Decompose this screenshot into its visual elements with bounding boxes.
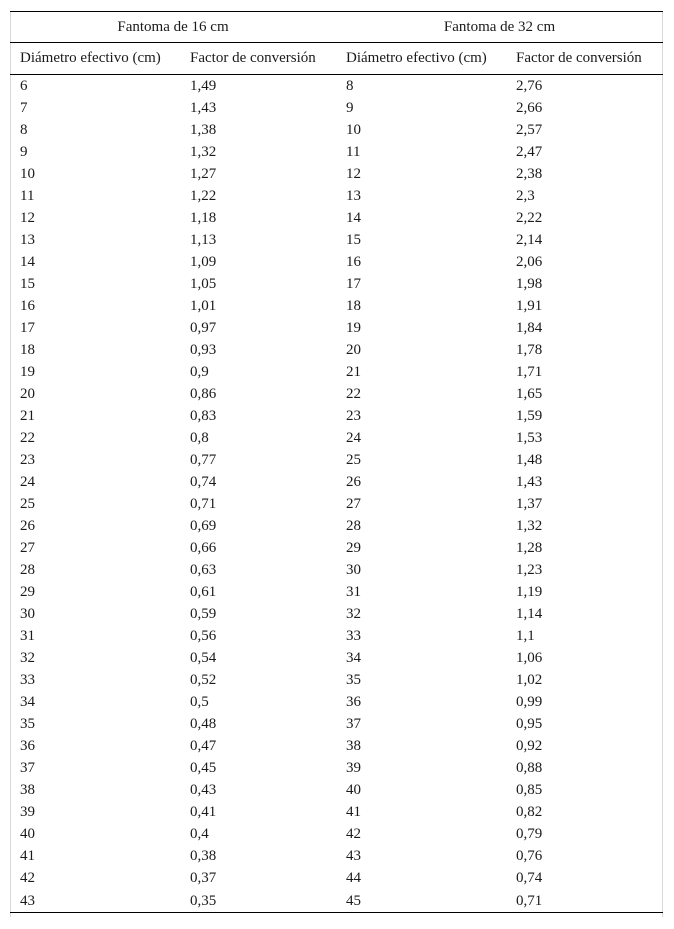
cell-right-factor: 2,38 xyxy=(516,166,543,182)
cell-left-factor: 1,09 xyxy=(190,254,217,270)
cell-right-factor: 0,82 xyxy=(516,804,543,820)
cell-left-factor: 0,69 xyxy=(190,518,217,534)
table-row xyxy=(10,251,663,273)
table-row xyxy=(10,273,663,295)
cell-left-factor: 0,86 xyxy=(190,386,217,402)
cell-right-factor: 2,14 xyxy=(516,232,543,248)
table-row xyxy=(10,185,663,207)
cell-right-diameter: 14 xyxy=(346,210,362,226)
cell-left-factor: 0,54 xyxy=(190,650,217,666)
cell-left-diameter: 21 xyxy=(20,408,35,424)
cell-left-factor: 1,13 xyxy=(190,232,217,248)
cell-right-factor: 2,57 xyxy=(516,122,543,138)
cell-right-diameter: 37 xyxy=(346,716,362,732)
group-header-16cm: Fantoma de 16 cm xyxy=(10,12,336,43)
cell-left-diameter: 30 xyxy=(20,606,35,622)
cell-right-diameter: 28 xyxy=(346,518,362,534)
table-row xyxy=(10,867,663,889)
cell-left-factor: 1,05 xyxy=(190,276,217,292)
table-row xyxy=(10,141,663,163)
cell-right-diameter: 12 xyxy=(346,166,362,182)
cell-right-diameter: 40 xyxy=(346,782,362,798)
cell-right-factor: 1,02 xyxy=(516,672,543,688)
cell-right-factor: 2,66 xyxy=(516,100,543,116)
cell-left-factor: 1,49 xyxy=(190,78,217,94)
cell-left-factor: 0,61 xyxy=(190,584,217,600)
table-row xyxy=(10,295,663,317)
cell-left-factor: 0,45 xyxy=(190,760,217,776)
table-row xyxy=(10,713,663,735)
cell-left-diameter: 9 xyxy=(20,144,28,160)
cell-right-diameter: 9 xyxy=(346,100,354,116)
cell-right-factor: 0,88 xyxy=(516,760,543,776)
cell-right-factor: 0,71 xyxy=(506,889,663,913)
cell-right-diameter: 31 xyxy=(346,584,362,600)
table-row xyxy=(10,317,663,339)
cell-left-factor: 1,43 xyxy=(190,100,217,116)
cell-left-factor: 0,48 xyxy=(190,716,217,732)
cell-left-diameter: 37 xyxy=(20,760,35,776)
cell-left-factor: 0,56 xyxy=(190,628,217,644)
cell-right-factor: 2,76 xyxy=(516,78,543,94)
cell-right-factor: 1,78 xyxy=(516,342,543,358)
cell-left-diameter: 22 xyxy=(20,430,35,446)
cell-left-diameter: 42 xyxy=(20,870,35,886)
cell-left-diameter: 25 xyxy=(20,496,35,512)
table-row xyxy=(10,625,663,647)
cell-right-factor: 1,91 xyxy=(516,298,543,314)
cell-left-diameter: 40 xyxy=(20,826,35,842)
cell-left-diameter: 13 xyxy=(20,232,35,248)
cell-right-factor: 1,14 xyxy=(516,606,543,622)
cell-right-diameter: 18 xyxy=(346,298,362,314)
cell-right-factor: 0,85 xyxy=(516,782,543,798)
cell-right-diameter: 30 xyxy=(346,562,362,578)
table-row xyxy=(10,383,663,405)
cell-left-diameter: 28 xyxy=(20,562,35,578)
cell-left-factor: 0,4 xyxy=(190,826,209,842)
table-row xyxy=(10,97,663,119)
cell-right-diameter: 20 xyxy=(346,342,362,358)
table-row xyxy=(10,229,663,251)
cell-right-diameter: 39 xyxy=(346,760,362,776)
table-row xyxy=(10,207,663,229)
cell-right-diameter: 16 xyxy=(346,254,362,270)
cell-right-factor: 2,47 xyxy=(516,144,543,160)
cell-left-factor: 0,66 xyxy=(190,540,217,556)
cell-left-diameter: 31 xyxy=(20,628,35,644)
cell-left-diameter: 12 xyxy=(20,210,35,226)
table-body xyxy=(10,75,663,913)
column-header-left-factor: Factor de conversión xyxy=(180,43,336,75)
cell-right-diameter: 44 xyxy=(346,870,362,886)
cell-right-factor: 1,1 xyxy=(516,628,535,644)
cell-right-diameter: 17 xyxy=(346,276,362,292)
table-row xyxy=(10,603,663,625)
cell-right-diameter: 45 xyxy=(336,889,506,913)
cell-left-diameter: 29 xyxy=(20,584,35,600)
cell-right-diameter: 24 xyxy=(346,430,362,446)
cell-right-diameter: 11 xyxy=(346,144,361,160)
cell-left-factor: 0,77 xyxy=(190,452,217,468)
group-header-row xyxy=(10,12,663,43)
cell-right-factor: 0,92 xyxy=(516,738,543,754)
cell-right-diameter: 32 xyxy=(346,606,362,622)
cell-right-diameter: 25 xyxy=(346,452,362,468)
cell-right-factor: 1,71 xyxy=(516,364,543,380)
cell-left-diameter: 15 xyxy=(20,276,35,292)
cell-left-factor: 0,37 xyxy=(190,870,217,886)
cell-left-factor: 1,22 xyxy=(190,188,217,204)
cell-left-factor: 0,41 xyxy=(190,804,217,820)
cell-right-diameter: 33 xyxy=(346,628,362,644)
cell-left-diameter: 39 xyxy=(20,804,35,820)
cell-left-factor: 0,97 xyxy=(190,320,217,336)
cell-left-factor: 1,32 xyxy=(190,144,217,160)
cell-right-factor: 1,28 xyxy=(516,540,543,556)
cell-left-factor: 0,8 xyxy=(190,430,209,446)
column-header-right-factor: Factor de conversión xyxy=(506,43,663,75)
table-row xyxy=(10,691,663,713)
cell-right-factor: 1,23 xyxy=(516,562,543,578)
cell-right-diameter: 10 xyxy=(346,122,362,138)
cell-left-factor: 0,59 xyxy=(190,606,217,622)
cell-right-factor: 2,22 xyxy=(516,210,543,226)
cell-left-diameter: 43 xyxy=(10,889,180,913)
table-row xyxy=(10,559,663,581)
cell-right-factor: 0,99 xyxy=(516,694,543,710)
cell-right-factor: 1,48 xyxy=(516,452,543,468)
table-row xyxy=(10,581,663,603)
cell-left-diameter: 33 xyxy=(20,672,35,688)
cell-right-factor: 1,59 xyxy=(516,408,543,424)
cell-left-diameter: 36 xyxy=(20,738,35,754)
cell-left-diameter: 17 xyxy=(20,320,35,336)
table-row xyxy=(10,163,663,185)
table-row xyxy=(10,471,663,493)
cell-right-diameter: 38 xyxy=(346,738,362,754)
cell-left-factor: 0,93 xyxy=(190,342,217,358)
cell-right-factor: 2,3 xyxy=(516,188,535,204)
table-row xyxy=(10,757,663,779)
cell-left-factor: 0,5 xyxy=(190,694,209,710)
cell-right-factor: 1,06 xyxy=(516,650,543,666)
cell-right-factor: 1,53 xyxy=(516,430,543,446)
cell-right-diameter: 15 xyxy=(346,232,362,248)
table-row xyxy=(10,823,663,845)
cell-left-factor: 0,74 xyxy=(190,474,217,490)
cell-right-diameter: 27 xyxy=(346,496,362,512)
cell-left-diameter: 16 xyxy=(20,298,35,314)
table-row xyxy=(10,515,663,537)
cell-left-factor: 0,9 xyxy=(190,364,209,380)
table-header xyxy=(10,12,663,75)
cell-right-factor: 1,84 xyxy=(516,320,543,336)
cell-left-diameter: 6 xyxy=(20,78,28,94)
cell-right-factor: 2,06 xyxy=(516,254,543,270)
cell-left-diameter: 10 xyxy=(20,166,35,182)
cell-left-diameter: 14 xyxy=(20,254,35,270)
table-row xyxy=(10,889,663,913)
cell-left-factor: 1,18 xyxy=(190,210,217,226)
cell-left-factor: 0,71 xyxy=(190,496,217,512)
column-header-left-diameter: Diámetro efectivo (cm) xyxy=(10,43,180,75)
table-row xyxy=(10,647,663,669)
cell-left-diameter: 27 xyxy=(20,540,35,556)
table-row xyxy=(10,735,663,757)
conversion-factor-table xyxy=(10,11,663,913)
cell-left-factor: 0,83 xyxy=(190,408,217,424)
cell-left-diameter: 23 xyxy=(20,452,35,468)
cell-left-factor: 0,43 xyxy=(190,782,217,798)
table-row xyxy=(10,339,663,361)
cell-right-diameter: 21 xyxy=(346,364,362,380)
cell-left-diameter: 38 xyxy=(20,782,35,798)
cell-right-factor: 1,19 xyxy=(516,584,543,600)
table-row xyxy=(10,779,663,801)
cell-right-diameter: 41 xyxy=(346,804,362,820)
cell-left-diameter: 19 xyxy=(20,364,35,380)
cell-right-diameter: 13 xyxy=(346,188,362,204)
table-row xyxy=(10,75,663,98)
table-row xyxy=(10,669,663,691)
cell-left-factor: 0,47 xyxy=(190,738,217,754)
cell-right-factor: 1,43 xyxy=(516,474,543,490)
group-header-32cm: Fantoma de 32 cm xyxy=(336,12,663,43)
cell-right-factor: 0,74 xyxy=(516,870,543,886)
cell-right-diameter: 36 xyxy=(346,694,362,710)
cell-left-diameter: 24 xyxy=(20,474,35,490)
table-row xyxy=(10,493,663,515)
table-row xyxy=(10,427,663,449)
cell-left-diameter: 7 xyxy=(20,100,28,116)
cell-left-factor: 1,38 xyxy=(190,122,217,138)
cell-right-diameter: 23 xyxy=(346,408,362,424)
column-header-right-diameter: Diámetro efectivo (cm) xyxy=(336,43,506,75)
cell-right-diameter: 34 xyxy=(346,650,362,666)
cell-right-factor: 0,76 xyxy=(516,848,543,864)
cell-right-factor: 0,95 xyxy=(516,716,543,732)
table-row xyxy=(10,405,663,427)
cell-left-factor: 1,27 xyxy=(190,166,217,182)
cell-left-diameter: 26 xyxy=(20,518,35,534)
cell-left-diameter: 32 xyxy=(20,650,35,666)
column-header-row xyxy=(10,43,663,75)
cell-left-diameter: 41 xyxy=(20,848,35,864)
cell-right-diameter: 22 xyxy=(346,386,362,402)
cell-right-diameter: 19 xyxy=(346,320,362,336)
cell-left-factor: 0,35 xyxy=(180,889,336,913)
cell-left-diameter: 18 xyxy=(20,342,35,358)
cell-left-factor: 1,01 xyxy=(190,298,217,314)
cell-left-diameter: 20 xyxy=(20,386,35,402)
cell-right-diameter: 42 xyxy=(346,826,362,842)
cell-right-diameter: 29 xyxy=(346,540,362,556)
table-row xyxy=(10,801,663,823)
cell-right-factor: 1,37 xyxy=(516,496,543,512)
cell-left-diameter: 35 xyxy=(20,716,35,732)
cell-right-factor: 0,79 xyxy=(516,826,543,842)
table-row xyxy=(10,537,663,559)
cell-left-factor: 0,52 xyxy=(190,672,217,688)
cell-right-factor: 1,65 xyxy=(516,386,543,402)
cell-left-factor: 0,38 xyxy=(190,848,217,864)
table-row xyxy=(10,361,663,383)
cell-right-factor: 1,98 xyxy=(516,276,543,292)
table-row xyxy=(10,449,663,471)
table-row xyxy=(10,119,663,141)
cell-right-diameter: 8 xyxy=(346,78,354,94)
cell-right-diameter: 35 xyxy=(346,672,362,688)
cell-left-diameter: 34 xyxy=(20,694,35,710)
table-row xyxy=(10,845,663,867)
cell-right-diameter: 26 xyxy=(346,474,362,490)
cell-right-diameter: 43 xyxy=(346,848,362,864)
cell-left-diameter: 11 xyxy=(20,188,35,204)
cell-left-factor: 0,63 xyxy=(190,562,217,578)
cell-left-diameter: 8 xyxy=(20,122,28,138)
cell-right-factor: 1,32 xyxy=(516,518,543,534)
